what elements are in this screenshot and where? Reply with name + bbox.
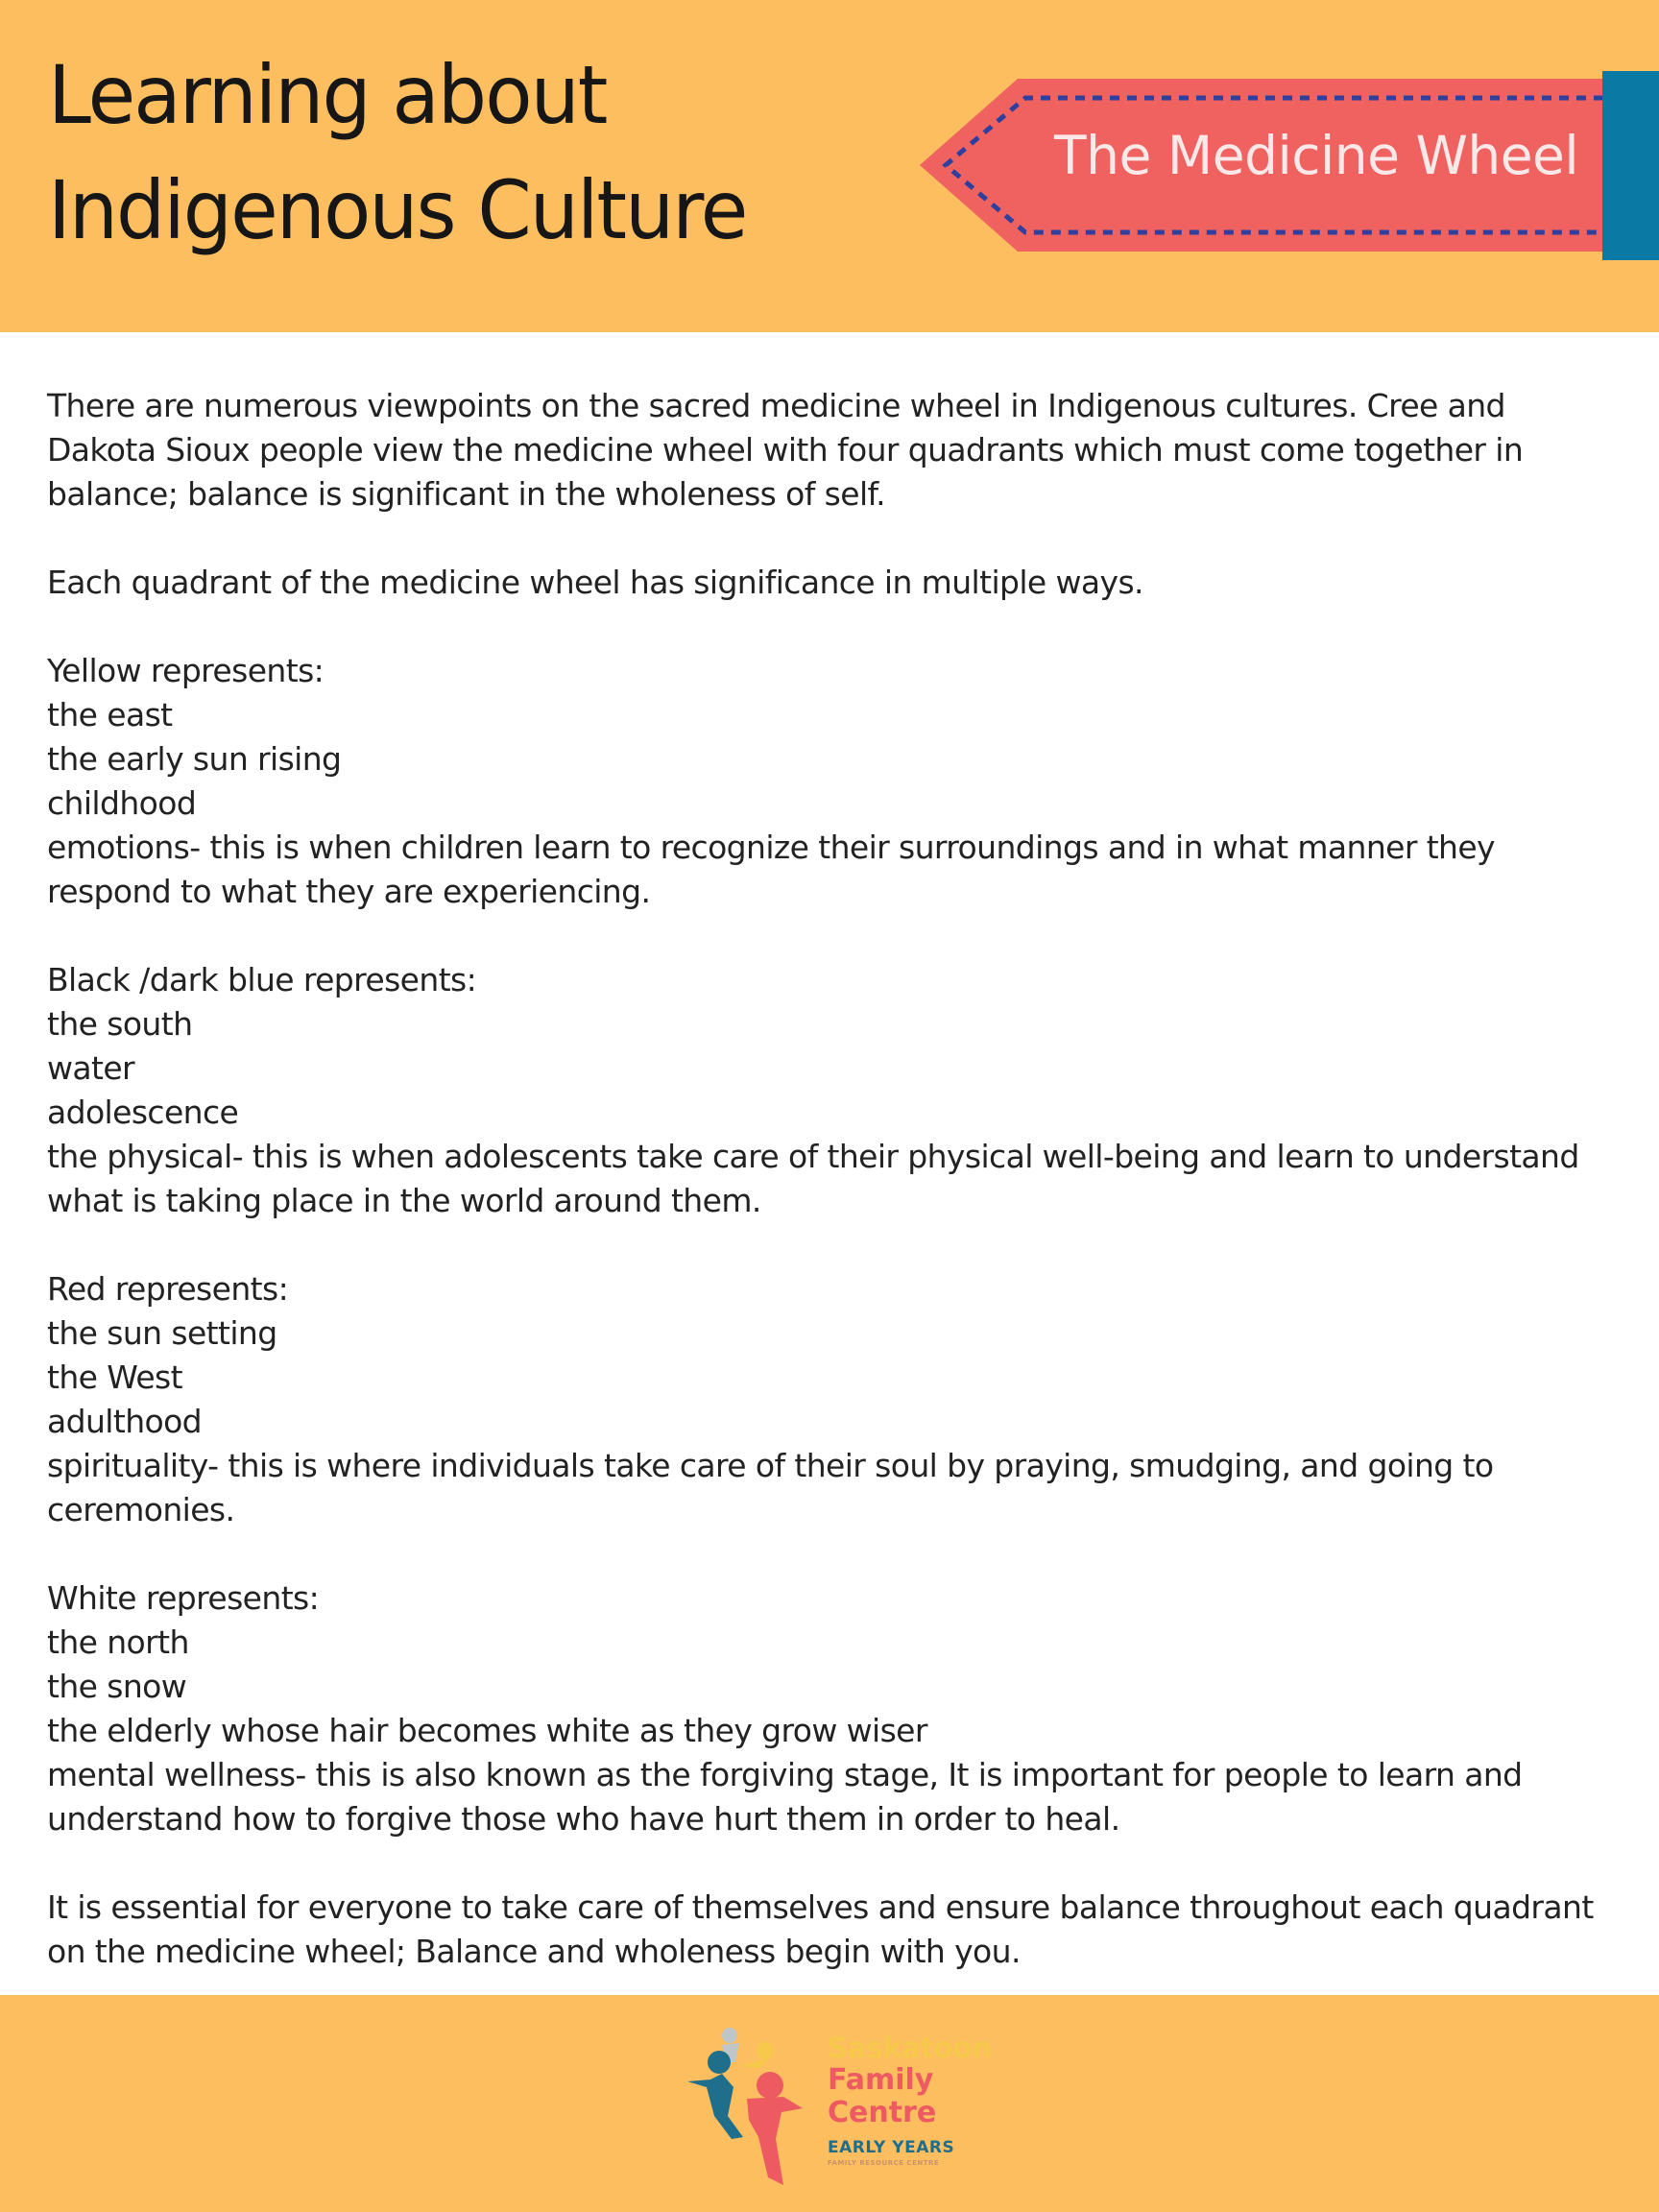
banner-tab [1602, 71, 1659, 260]
page-title-line-1: Learning about [48, 48, 607, 142]
logo-resource-centre: FAMILY RESOURCE CENTRE [828, 2159, 940, 2167]
yellow-heading: Yellow represents: [47, 652, 325, 689]
logo-early-years: EARLY YEARS [828, 2138, 955, 2157]
page-title-line-2: Indigenous Culture [48, 163, 747, 257]
white-line: the snow [47, 1668, 187, 1705]
quadrant-intro: Each quadrant of the medicine wheel has significance in multiple ways. [47, 564, 1143, 601]
red-line: the West [47, 1358, 182, 1396]
red-heading: Red represents: [47, 1270, 289, 1308]
saskatoon-family-centre-logo [684, 2024, 992, 2189]
dark-blue-line: adolescence [47, 1094, 239, 1131]
banner-label: The Medicine Wheel [1054, 125, 1579, 186]
logo-family: Family [828, 2063, 934, 2097]
conclusion-paragraph: It is essential for everyone to take care of themselves and ensure balance throughout each quadrant on the medicine wheel; Balance and wholeness begin with you. [47, 1888, 1594, 1970]
dark-blue-heading: Black /dark blue represents: [47, 961, 477, 998]
dark-blue-line: the south [47, 1005, 193, 1043]
logo-wordmark [828, 2032, 992, 2168]
dark-blue-line: the physical- this is when adolescents take care of their physical well-being and learn to understand what is taking place in the world around them. [47, 1138, 1579, 1219]
white-line: the north [47, 1623, 189, 1661]
red-line: adulthood [47, 1403, 203, 1440]
white-heading: White represents: [47, 1579, 320, 1617]
yellow-line: the east [47, 696, 173, 733]
header-band [0, 0, 1659, 332]
yellow-line: childhood [47, 784, 197, 822]
logo-centre: Centre [828, 2096, 937, 2129]
red-line: the sun setting [47, 1314, 277, 1352]
logo-saskatoon: Saskatoon [828, 2032, 992, 2064]
yellow-line: emotions- this is when children learn to recognize their surroundings and in what manner they respond to what they are experiencing. [47, 829, 1495, 910]
white-line: the elderly whose hair becomes white as they grow wiser [47, 1712, 927, 1749]
dark-blue-line: water [47, 1049, 135, 1087]
family-figures-icon [684, 2024, 828, 2189]
yellow-line: the early sun rising [47, 740, 342, 778]
topic-banner [920, 79, 1603, 252]
white-line: mental wellness- this is also known as the forgiving stage, It is important for people to learn and understand how to forgive those who have hurt them in order to heal. [47, 1756, 1523, 1838]
red-line: spirituality- this is where individuals take care of their soul by praying, smudging, and going to ceremonies. [47, 1447, 1494, 1528]
article-body [47, 384, 1622, 1974]
intro-paragraph: There are numerous viewpoints on the sacred medicine wheel in Indigenous cultures. Cree and Dakota Sioux people view the medicine wheel with four quadrants which must come together in balance; balance is significant in the wholeness of self. [47, 387, 1524, 513]
